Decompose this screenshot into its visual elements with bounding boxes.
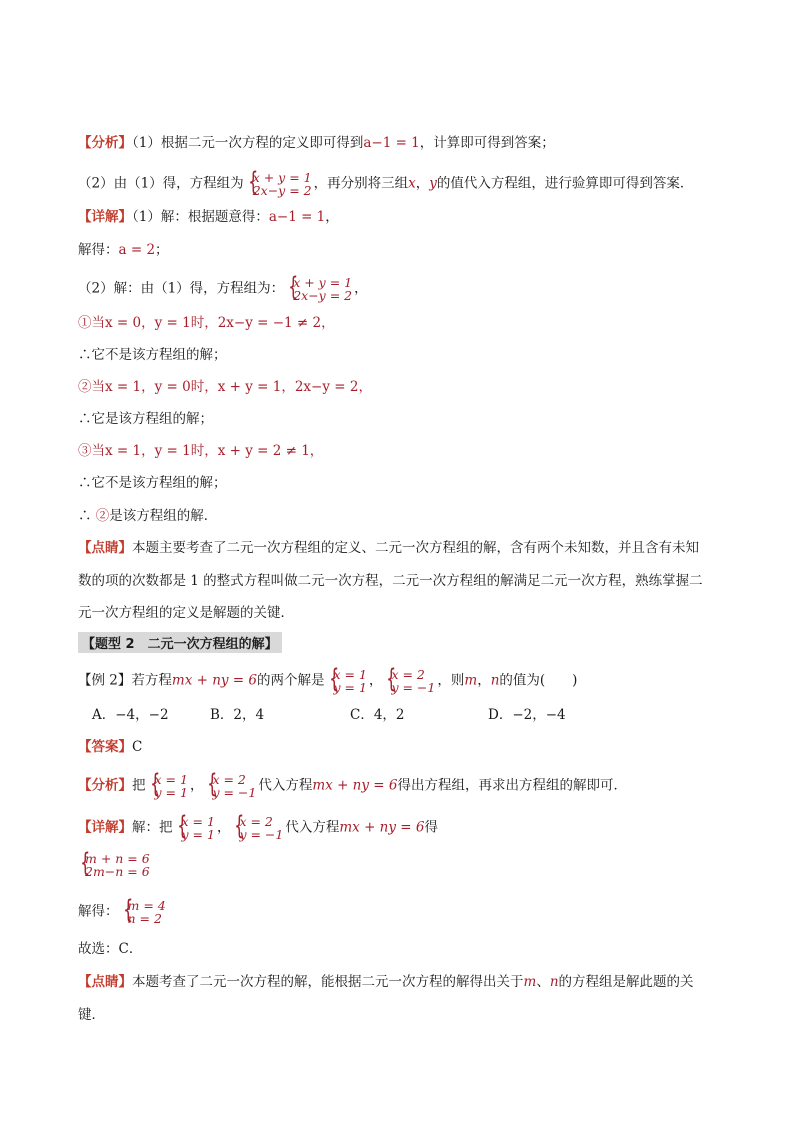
- text: （2）由（1）得，方程组为: [78, 175, 244, 192]
- analysis-line-1: [78, 133, 555, 153]
- analysis-tag: 【分析】: [78, 777, 132, 794]
- derived-system: [78, 852, 152, 878]
- final-conclusion: [78, 506, 217, 526]
- text: 解得：: [78, 242, 119, 258]
- option-c[interactable]: C．4，2: [350, 707, 405, 723]
- equation: 2m−n = 6: [85, 864, 150, 879]
- math: mx + ny = 6: [171, 672, 258, 689]
- analysis-line-2: [78, 171, 693, 197]
- analysis2-line: 【分析】把 { x = 1 y = 1 ， { x = 2 y = −1 代入方程mx + ny = 6得出方程组，再求出方程组的解即可．: [78, 773, 627, 799]
- text: （1）解：根据题意得：: [132, 209, 269, 225]
- conclusion-1: ∴它不是该方程组的解；: [78, 347, 227, 363]
- text: （1）根据二元一次方程的定义即可得到: [132, 135, 364, 151]
- text: 若方程: [131, 672, 172, 689]
- analysis-tag: 【分析】: [78, 135, 132, 151]
- text: 本题考查了二元一次方程的解，能根据二元一次方程的解得出关于: [132, 974, 524, 990]
- text: 得出方程组，再求出方程组的解即可．: [397, 777, 627, 794]
- comment-line-3: 元一次方程组的定义是解题的关键．: [78, 605, 294, 621]
- equation: { x + y = 1: [293, 275, 353, 290]
- detail-line-1: [78, 207, 339, 227]
- example-line: 【例 2】若方程mx + ny = 6的两个解是 { x = 1 y = 1 ， { x = 2 y = −1 ，则m，n的值为( ): [78, 668, 577, 694]
- equation: y = 1: [154, 785, 188, 800]
- solution-system-1: [175, 815, 215, 841]
- solution-system-1: [327, 668, 367, 694]
- case-3: ③当x = 1，y = 1时，x + y = 2 ≠ 1，: [78, 443, 324, 459]
- case-2: ②当x = 1，y = 0时，x + y = 1，2x−y = 2，: [78, 379, 372, 395]
- detail-tag: 【详解】: [78, 209, 132, 225]
- detail2-line: 【详解】解：把 { x = 1 y = 1 ， { x = 2 y = −1 代入方程mx + ny = 6得: [78, 815, 438, 841]
- text: （2）解：由（1）得，方程组为：: [78, 280, 285, 297]
- math: mx + ny = 6: [339, 819, 425, 836]
- example-tag: 【例 2】: [78, 672, 132, 689]
- text: 、: [536, 974, 550, 990]
- equation: { x = 1: [154, 772, 188, 787]
- equation: y = 1: [181, 827, 215, 842]
- equation: y = −1: [212, 785, 257, 800]
- detail-tag: 【详解】: [78, 819, 132, 836]
- solution-system-2: [205, 773, 256, 799]
- option-a[interactable]: A．−4，−2: [92, 707, 169, 723]
- equation: { x = 2: [239, 814, 273, 829]
- solve-line: [78, 899, 168, 925]
- case-1: ①当x = 0，y = 1时，2x−y = −1 ≠ 2，: [78, 315, 335, 331]
- equation-system: [78, 852, 150, 878]
- comment2-line-2: 键．: [78, 1007, 105, 1023]
- options-row: [92, 705, 566, 725]
- text: ，: [325, 209, 339, 225]
- text: ，则: [437, 672, 465, 689]
- text: 代入方程: [285, 819, 340, 836]
- comment-line-1: [78, 538, 699, 558]
- conclusion-2: ∴它是该方程组的解；: [78, 411, 213, 427]
- text: 的两个解是: [257, 672, 325, 689]
- option-d[interactable]: D．−2，−4: [488, 707, 566, 723]
- conclusion-3: ∴它不是该方程组的解；: [78, 475, 227, 491]
- math: n: [549, 974, 559, 990]
- equation: { m + n = 6: [85, 851, 150, 866]
- text: 得: [424, 819, 438, 836]
- text: ，再分别将三组: [313, 175, 409, 192]
- text: 的值代入方程组，进行验算即可得到答案．: [436, 175, 694, 192]
- math: m: [523, 974, 537, 990]
- equation: { x = 2: [212, 772, 246, 787]
- equation-system: [246, 171, 312, 197]
- text: ，: [415, 175, 430, 192]
- equation-system: [286, 276, 352, 302]
- comment-line-2: 数的项的次数都是 1 的整式方程叫做二元一次方程，二元一次方程组的解满足二元一次方程，熟练掌握二: [78, 573, 703, 589]
- equation: { x = 2: [391, 667, 425, 682]
- text: 把: [132, 777, 146, 794]
- text: ，: [354, 280, 368, 297]
- answer-tag: 【答案】: [78, 739, 132, 755]
- text: 解：把: [132, 819, 173, 836]
- math: n: [490, 672, 500, 689]
- equation: n = 2: [127, 911, 162, 926]
- equation: { m = 4: [127, 898, 166, 913]
- equation: 2x−y = 2: [252, 183, 312, 198]
- math: a = 2: [118, 242, 156, 258]
- text: ；: [155, 242, 169, 258]
- equation: y = 1: [333, 680, 367, 695]
- comment-tag: 【点睛】: [78, 540, 132, 556]
- circled-number: ②: [95, 508, 110, 524]
- text: ，计算即可得到答案；: [419, 135, 555, 151]
- math: mx + ny = 6: [312, 777, 398, 794]
- equation: 2x−y = 2: [293, 288, 353, 303]
- detail-line-3: [78, 276, 368, 302]
- text: 代入方程: [258, 777, 313, 794]
- comment2-line-1: [78, 972, 694, 992]
- option-b[interactable]: B．2，4: [210, 707, 265, 723]
- choice-line: 故选：C．: [78, 941, 143, 957]
- math: m: [464, 672, 478, 689]
- result-system: [121, 899, 166, 925]
- text: 的方程组是解此题的关: [558, 974, 694, 990]
- math: a−1 = 1: [268, 209, 326, 225]
- math: y: [429, 175, 437, 192]
- solution-system-2: [232, 815, 283, 841]
- equation: { x = 1: [181, 814, 215, 829]
- answer-line: [78, 737, 142, 757]
- equation: y = −1: [391, 680, 436, 695]
- solution-system-2: [384, 668, 435, 694]
- text: 解得：: [78, 903, 119, 920]
- comment-tag: 【点睛】: [78, 974, 132, 990]
- text: 的值为( ): [499, 672, 578, 689]
- text: 是该方程组的解．: [109, 508, 218, 524]
- solution-system-1: [148, 773, 188, 799]
- equation: y = −1: [239, 827, 284, 842]
- therefore-sign: ∴: [78, 508, 96, 524]
- equation: { x = 1: [333, 667, 367, 682]
- math: x: [408, 175, 416, 192]
- equation: { x + y = 1: [252, 170, 312, 185]
- math: a−1 = 1: [363, 135, 420, 151]
- answer-value: C: [132, 739, 143, 755]
- detail-line-2: [78, 240, 169, 260]
- section-heading: 【题型 2 二元一次方程组的解】: [78, 632, 282, 653]
- text: 本题主要考查了二元一次方程组的定义、二元一次方程组的解，含有两个未知数，并且含有未知: [132, 540, 699, 556]
